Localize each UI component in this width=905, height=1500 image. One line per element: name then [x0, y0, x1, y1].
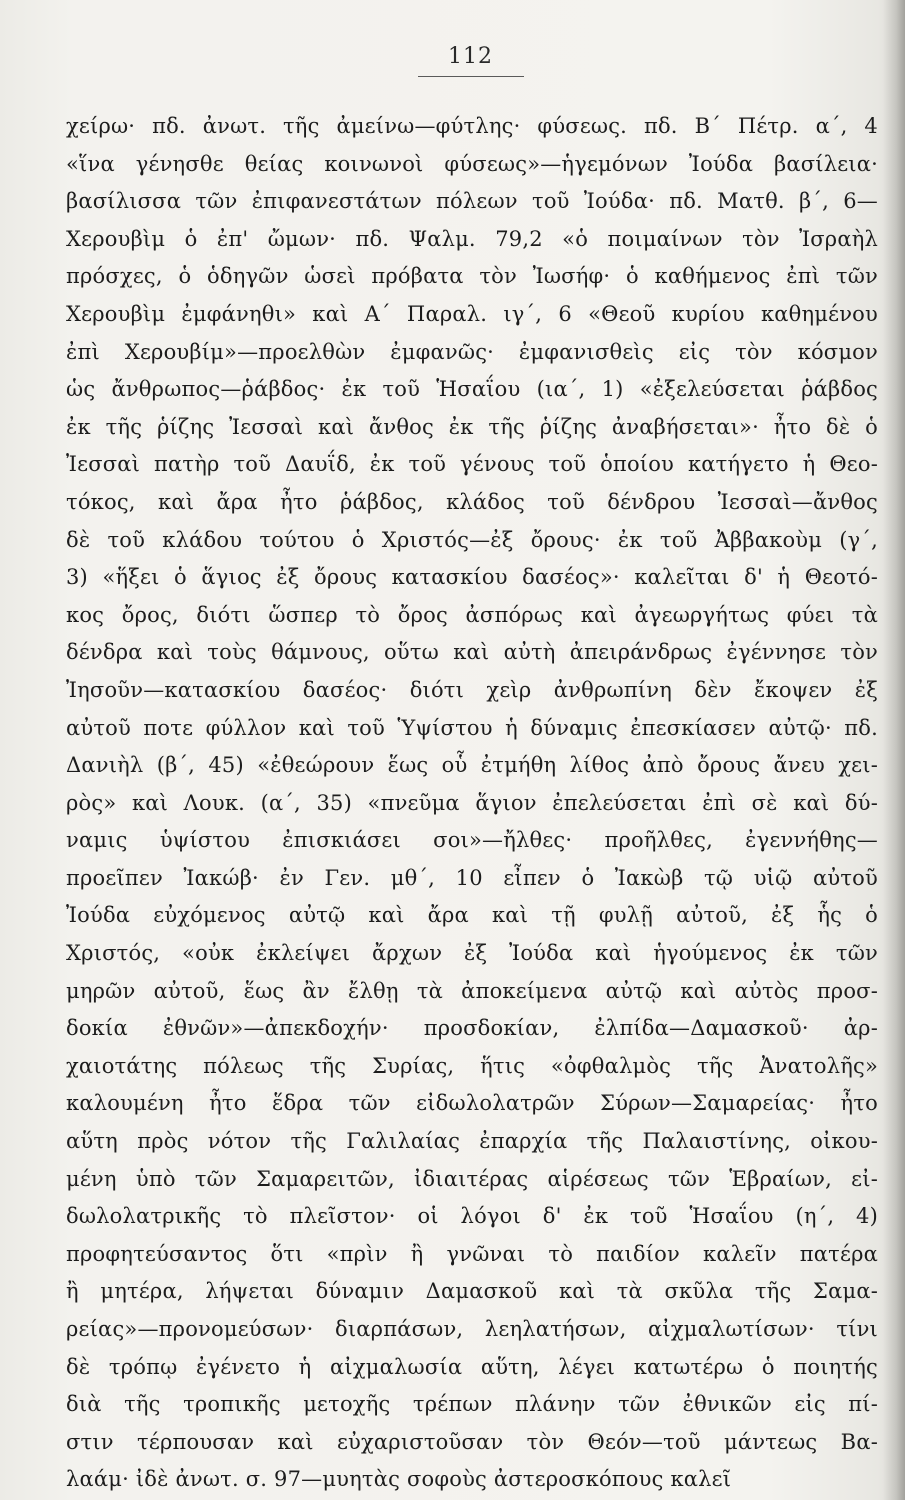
text-line: ἢ μητέρα, λήψεται δύναμιν Δαμασκοῦ καὶ τὰ σκῦλα τῆς Σαμα-: [66, 1279, 878, 1304]
text-line: δὲ τοῦ κλάδου τούτου ὁ Χριστός—ἐξ ὄρους· ἐκ τοῦ Ἀββακοὺμ (γ΄,: [66, 527, 878, 552]
text-line: ρείας»—προνομεύσων· διαρπάσων, λεηλατήσων, αἰχμαλωτίσων· τίνι: [66, 1317, 878, 1341]
text-line: βασίλισσα τῶν ἐπιφανεστάτων πόλεων τοῦ Ἰούδα· πδ. Ματθ. β΄, 6—: [66, 189, 878, 214]
text-line: προφητεύσαντος ὅτι «πρὶν ἢ γνῶναι τὸ παιδίον καλεῖν πατέρα: [66, 1241, 878, 1266]
text-body: [66, 108, 878, 1499]
text-line: χαιοτάτης πόλεως τῆς Συρίας, ἥτις «ὀφθαλμὸς τῆς Ἀνατολῆς»: [66, 1053, 878, 1078]
text-line: στιν τέρπουσαν καὶ εὐχαριστοῦσαν τὸν Θεόν—τοῦ μάντεως Βα-: [66, 1429, 878, 1454]
text-line: ἐπὶ Χερουβίμ»—προελθὼν ἐμφανῶς· ἐμφανισθεὶς εἰς τὸν κόσμον: [66, 339, 878, 364]
text-line: δωλολατρικῆς τὸ πλεῖστον· οἱ λόγοι δ' ἐκ τοῦ Ἡσαΐου (η΄, 4): [66, 1204, 878, 1229]
text-line: μένη ὑπὸ τῶν Σαμαρειτῶν, ἰδιαιτέρας αἱρέσεως τῶν Ἑβραίων, εἰ-: [66, 1166, 878, 1191]
text-line: Ἰεσσαὶ πατὴρ τοῦ Δαυΐδ, ἐκ τοῦ γένους τοῦ ὁποίου κατήγετο ἡ Θεο-: [66, 452, 878, 477]
text-line: διὰ τῆς τροπικῆς μετοχῆς τρέπων πλάνην τῶν ἐθνικῶν εἰς πί-: [66, 1392, 878, 1417]
text-line: πρόσχες, ὁ ὁδηγῶν ὡσεὶ πρόβατα τὸν Ἰωσήφ· ὁ καθήμενος ἐπὶ τῶν: [66, 264, 878, 289]
text-line: «ἵνα γένησθε θείας κοινωνοὶ φύσεως»—ἡγεμόνων Ἰούδα βασίλεια·: [66, 151, 878, 176]
text-line: ρὸς» καὶ Λουκ. (α΄, 35) «πνεῦμα ἅγιον ἐπελεύσεται ἐπὶ σὲ καὶ δύ-: [66, 790, 878, 815]
text-line: Ἰησοῦν—κατασκίου δασέος· διότι χεὶρ ἀνθρωπίνη δὲν ἔκοψεν ἐξ: [66, 677, 878, 702]
text-line: προεῖπεν Ἰακώβ· ἐν Γεν. μθ΄, 10 εἶπεν ὁ Ἰακὼβ τῷ υἱῷ αὐτοῦ: [66, 865, 878, 890]
text-line: 3) «ἥξει ὁ ἅγιος ἐξ ὄρους κατασκίου δασέος»· καλεῖται δ' ἡ Θεοτό-: [66, 565, 878, 590]
page-number: 112: [448, 44, 493, 69]
text-line: Ἰούδα εὐχόμενος αὐτῷ καὶ ἄρα καὶ τῇ φυλῇ αὐτοῦ, ἐξ ἧς ὁ: [66, 903, 878, 928]
text-line: κος ὄρος, διότι ὥσπερ τὸ ὄρος ἀσπόρως καὶ ἀγεωργήτως φύει τὰ: [66, 602, 878, 627]
text-line: ὡς ἄνθρωπος—ῥάβδος· ἐκ τοῦ Ἡσαΐου (ια΄, 1) «ἐξελεύσεται ῥάβδος: [66, 377, 878, 402]
text-line: δὲ τρόπῳ ἐγένετο ἡ αἰχμαλωσία αὕτη, λέγει κατωτέρω ὁ ποιητής: [66, 1354, 878, 1379]
text-line: δοκία ἐθνῶν»—ἀπεκδοχήν· προσδοκίαν, ἐλπίδα—Δαμασκοῦ· ἀρ-: [66, 1016, 878, 1041]
text-line: ναμις ὑψίστου ἐπισκιάσει σοι»—ἤλθες· προῆλθες, ἐγεννήθης—: [66, 828, 878, 853]
text-line: Χερουβὶμ ὁ ἐπ' ὤμων· πδ. Ψαλμ. 79,2 «ὁ ποιμαίνων τὸν Ἰσραὴλ: [66, 226, 878, 251]
page-binding-shadow: [883, 0, 905, 1500]
text-line: χείρω· πδ. ἀνωτ. τῆς ἀμείνω—φύτλης· φύσεως. πδ. Β΄ Πέτρ. α΄, 4: [66, 114, 878, 138]
text-line: Χερουβὶμ ἐμφάνηθι» καὶ Α΄ Παραλ. ιγ΄, 6 «Θεοῦ κυρίου καθημένου: [66, 301, 878, 326]
text-line: δένδρα καὶ τοὺς θάμνους, οὕτω καὶ αὐτὴ ἀπειράνδρως ἐγέννησε τὸν: [66, 640, 878, 665]
text-line: Χριστός, «οὐκ ἐκλείψει ἄρχων ἐξ Ἰούδα καὶ ἡγούμενος ἐκ τῶν: [66, 941, 878, 966]
text-line: αὕτη πρὸς νότον τῆς Γαλιλαίας ἐπαρχία τῆς Παλαιστίνης, οἰκου-: [66, 1129, 878, 1154]
text-line: τόκος, καὶ ἄρα ἦτο ῥάβδος, κλάδος τοῦ δένδρου Ἰεσσαὶ—ἄνθος: [66, 489, 878, 514]
text-line: Δανιὴλ (β΄, 45) «ἐθεώρουν ἕως οὗ ἐτμήθη λίθος ἀπὸ ὄρους ἄνευ χει-: [66, 753, 878, 778]
text-line: μηρῶν αὐτοῦ, ἕως ἂν ἔλθῃ τὰ ἀποκείμενα αὐτῷ καὶ αὐτὸς προσ-: [66, 978, 878, 1003]
text-line: αὐτοῦ ποτε φύλλον καὶ τοῦ Ὑψίστου ἡ δύναμις ἐπεσκίασεν αὐτῷ· πδ.: [66, 715, 878, 740]
text-line: λαάμ· ἰδὲ ἀνωτ. σ. 97—μυητὰς σοφοὺς ἀστεροσκόπους καλεῖ: [66, 1467, 732, 1492]
page-number-rule: [418, 76, 524, 77]
text-line: ἐκ τῆς ῥίζης Ἰεσσαὶ καὶ ἄνθος ἐκ τῆς ῥίζης ἀναβήσεται»· ἦτο δὲ ὁ: [66, 414, 878, 439]
text-line: καλουμένη ἦτο ἕδρα τῶν εἰδωλολατρῶν Σύρων—Σαμαρείας· ἦτο: [66, 1091, 878, 1116]
